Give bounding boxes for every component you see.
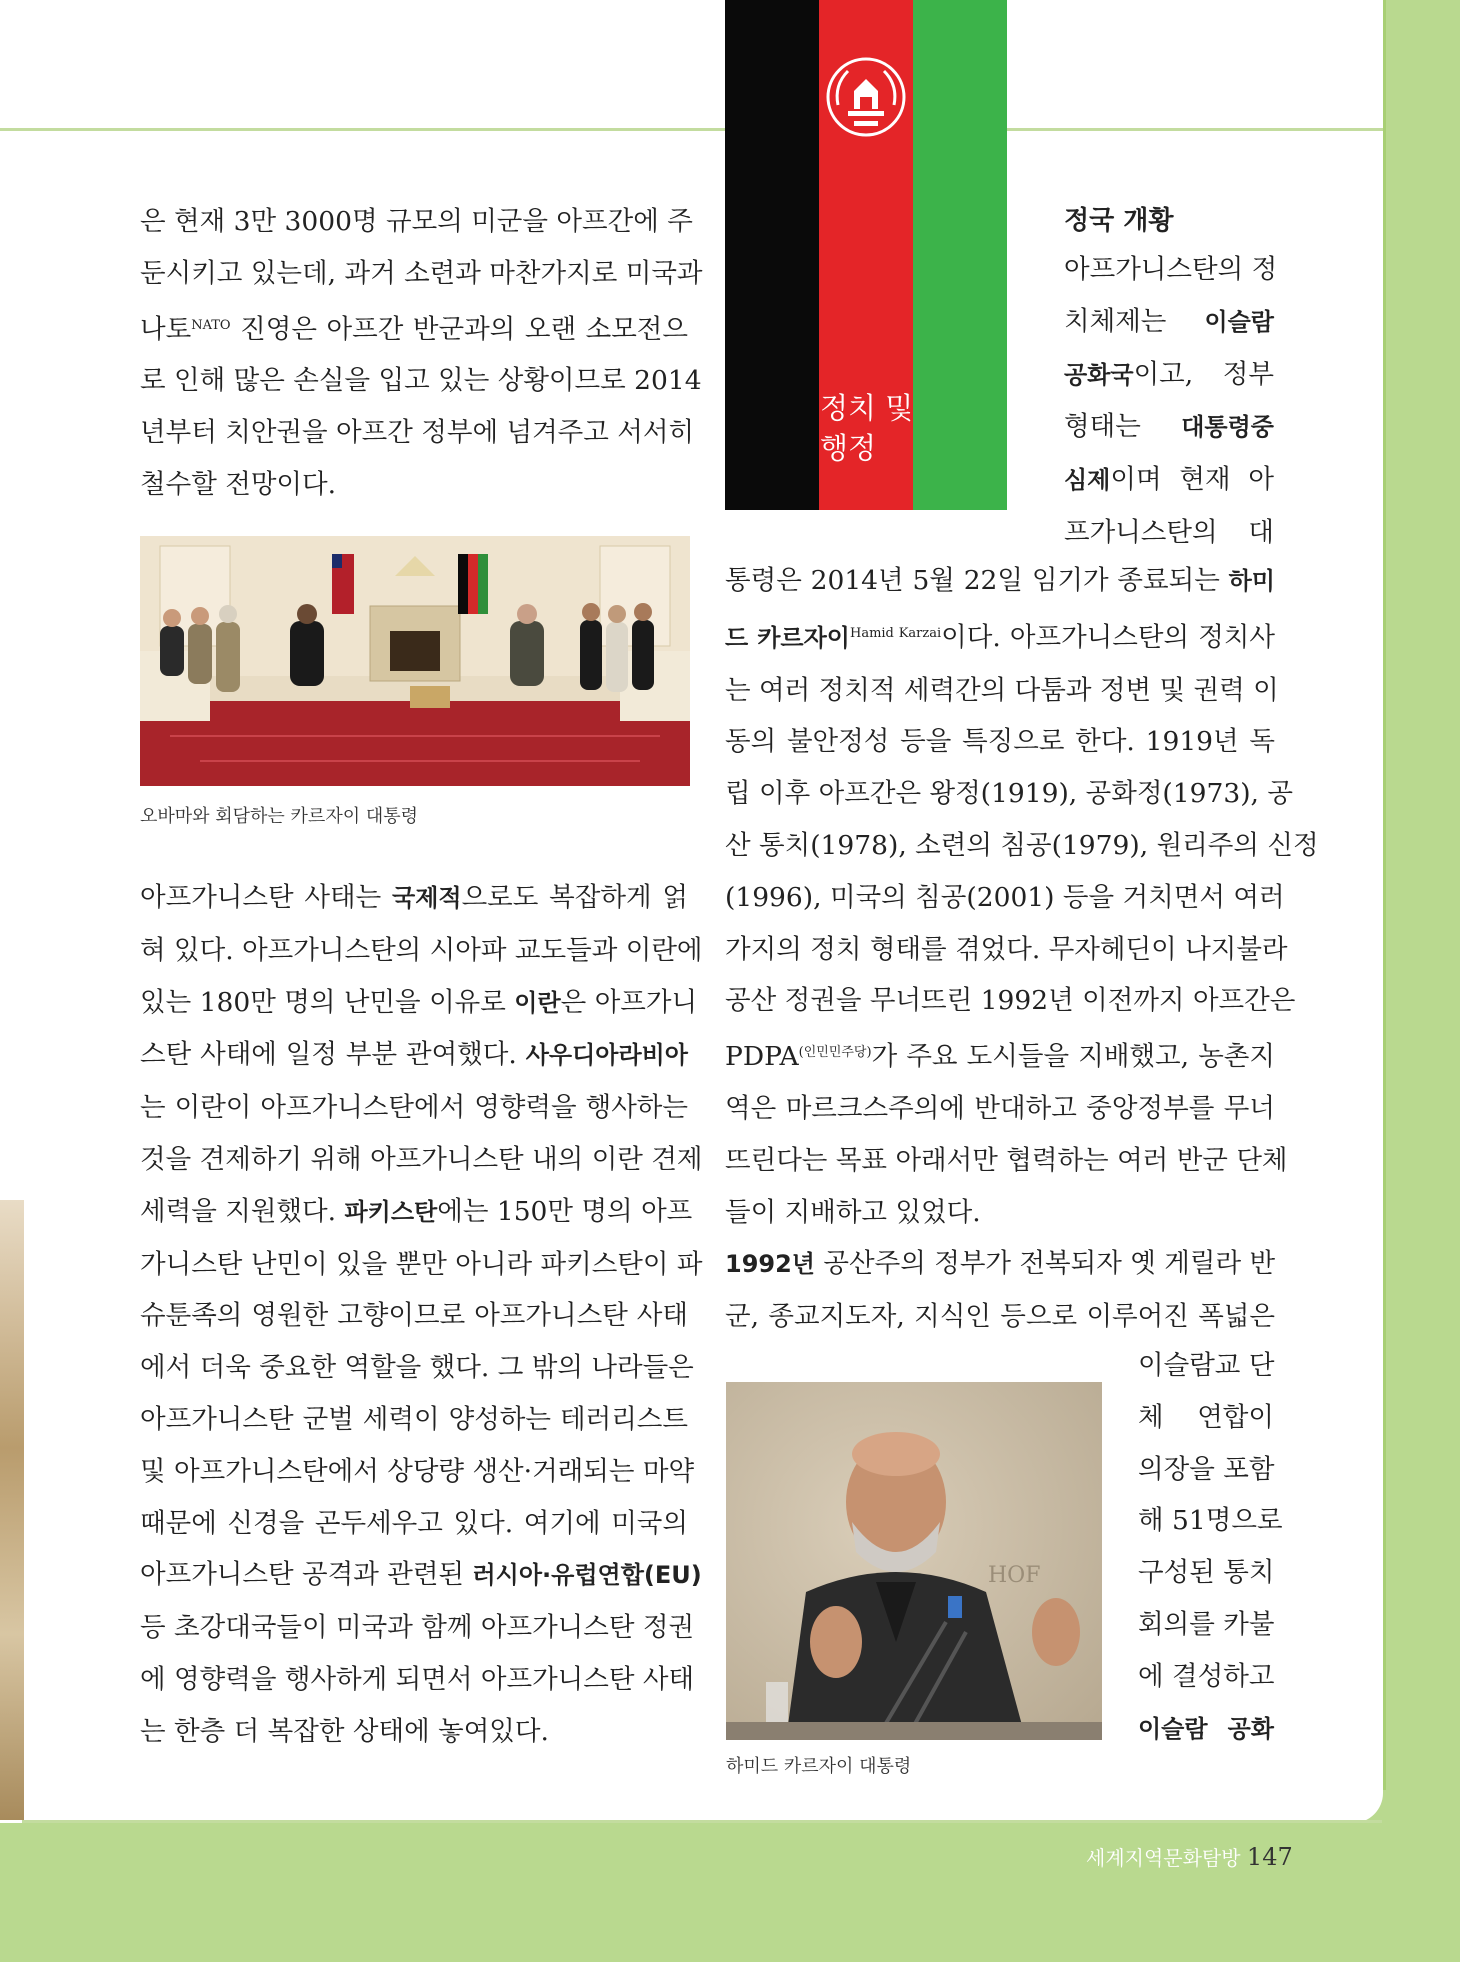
text-line: 해 51명으로 xyxy=(1138,1505,1283,1537)
text-run: 가 주요 도시들을 지배했고, 농촌지 xyxy=(871,1041,1275,1073)
text-line: 립 이후 아프간은 왕정(1919), 공화정(1973), 공 xyxy=(725,778,1293,810)
text-line: 년부터 치안권을 아프간 정부에 넘겨주고 서서히 xyxy=(140,417,695,449)
text-line xyxy=(725,608,1275,665)
karzai-photo xyxy=(726,1382,1102,1740)
text-run: 스탄 사태에 일정 부분 관여했다. xyxy=(140,1039,526,1071)
text-run: 으로도 복잡하게 얽 xyxy=(461,882,688,913)
text-line: 가니스탄 난민이 있을 뿐만 아니라 파키스탄이 파 xyxy=(140,1248,703,1280)
text-line xyxy=(1138,1703,1274,1756)
text-run: 이다. 아프가니스탄의 정치사 xyxy=(941,621,1275,653)
text-run: 세력을 지원했다. xyxy=(140,1195,345,1227)
right-wide-column xyxy=(725,555,1319,1343)
flag-stripe-black xyxy=(725,0,819,510)
page-footer xyxy=(1086,1842,1293,1871)
karzai-photo-caption: 하미드 카르자이 대통령 xyxy=(726,1756,912,1777)
text-run: 이며 현재 아 xyxy=(1110,464,1274,496)
text-line: 및 아프가니스탄에서 상당량 생산·거래되는 마약 xyxy=(140,1455,695,1487)
bold-term: 이란 xyxy=(514,988,561,1017)
text-line: (1996), 미국의 침공(2001) 등을 거치면서 여러 xyxy=(725,881,1285,913)
bold-term: 대통령중 xyxy=(1181,413,1274,442)
text-run: 은 아프가니 xyxy=(560,986,698,1018)
bold-term: 드 카르자이 xyxy=(725,623,850,652)
text-line: 구성된 통치 xyxy=(1138,1557,1275,1589)
text-line xyxy=(725,1238,1275,1291)
bold-term: 이슬람 xyxy=(1204,307,1274,336)
text-line xyxy=(140,872,688,925)
text-line xyxy=(725,1027,1275,1083)
text-line: 슈툰족의 영원한 고향이므로 아프가니스탄 사태 xyxy=(140,1300,688,1332)
text-line: 철수할 전망이다. xyxy=(140,468,337,500)
section-heading: 정국 개황 xyxy=(1064,206,1174,236)
text-line xyxy=(725,555,1275,608)
text-line: 프가니스탄의 대 xyxy=(1064,516,1274,548)
text-line: 체 연합이 xyxy=(1138,1401,1274,1433)
text-run: 치체제는 xyxy=(1064,305,1205,337)
left-column-bottom xyxy=(140,872,703,1758)
text-line xyxy=(140,1029,688,1082)
section-label-line: 행정 xyxy=(820,431,877,465)
text-line: 아프가니스탄의 정 xyxy=(1064,254,1278,285)
section-label-line: 정치 및 xyxy=(820,391,914,425)
meeting-photo-caption: 오바마와 회담하는 카르자이 대통령 xyxy=(140,806,418,827)
left-column-top xyxy=(140,196,703,511)
superscript: NATO xyxy=(191,317,231,333)
text-line: 둔시키고 있는데, 과거 소련과 마찬가지로 미국과 xyxy=(140,257,703,289)
text-line xyxy=(1064,401,1274,454)
text-line: 에 결성하고 xyxy=(1138,1660,1275,1692)
text-run: 통령은 2014년 5월 22일 임기가 종료되는 xyxy=(725,565,1229,596)
text-line: 로 인해 많은 손실을 입고 있는 상황이므로 2014 xyxy=(140,365,702,397)
bold-term: 공화국 xyxy=(1064,360,1134,389)
text-line: 뜨린다는 목표 아래서만 협력하는 여러 반군 단체 xyxy=(725,1144,1288,1176)
text-line: 회의를 카불 xyxy=(1138,1608,1275,1640)
text-line: 에 영향력을 행사하게 되면서 아프가니스탄 사태 xyxy=(140,1663,695,1695)
text-run: 공산주의 정부가 전복되자 옛 게릴라 반 xyxy=(814,1248,1276,1280)
text-line: 의장을 포함 xyxy=(1138,1453,1275,1485)
bold-term: 1992년 xyxy=(725,1250,815,1279)
bold-term: 심제 xyxy=(1064,466,1111,495)
bold-term: 사우디아라비아 xyxy=(525,1041,688,1070)
text-line xyxy=(140,1549,702,1602)
text-run: 아프가니스탄 사태는 xyxy=(140,882,393,913)
text-line: 이슬람교 단 xyxy=(1138,1350,1275,1381)
meeting-photo xyxy=(140,536,690,786)
text-line: 등 초강대국들이 미국과 함께 아프가니스탄 정권 xyxy=(140,1612,695,1644)
bold-term: 이슬람 공화 xyxy=(1138,1714,1274,1743)
text-line xyxy=(140,1186,693,1239)
text-run: 나토 xyxy=(140,313,192,345)
text-line: 군, 종교지도자, 지식인 등으로 이루어진 폭넓은 xyxy=(725,1301,1275,1333)
page-number: 147 xyxy=(1246,1843,1293,1871)
text-run: 아프가니스탄 공격과 관련된 xyxy=(140,1559,473,1591)
text-line xyxy=(140,977,698,1030)
text-run: 에는 150만 명의 아프 xyxy=(437,1195,693,1227)
right-narrow-column-bottom xyxy=(1138,1340,1283,1755)
right-narrow-column-top xyxy=(1064,244,1278,559)
publication-title: 세계지역문화탐방 xyxy=(1086,1846,1241,1870)
text-line: 가지의 정치 형태를 겪었다. 무자헤딘이 나지불라 xyxy=(725,933,1288,965)
text-line: 는 이란이 아프가니스탄에서 영향력을 행사하는 xyxy=(140,1092,688,1124)
bold-term: 국제적 xyxy=(392,884,462,912)
text-run: PDPA xyxy=(725,1041,799,1073)
text-line: 때문에 신경을 곤두세우고 있다. 여기에 미국의 xyxy=(140,1507,688,1539)
text-line: 은 현재 3만 3000명 규모의 미군을 아프간에 주 xyxy=(140,206,693,237)
text-line: 것을 견제하기 위해 아프가니스탄 내의 이란 견제 xyxy=(140,1143,703,1175)
text-run: 이고, 정부 xyxy=(1133,358,1274,390)
superscript: (인민민주당) xyxy=(798,1045,872,1061)
text-run: 진영은 아프간 반군과의 오랜 소모전으 xyxy=(230,313,688,345)
text-line xyxy=(1064,349,1274,402)
bold-term: 러시아·유럽연합(EU) xyxy=(472,1561,702,1590)
text-line: 산 통치(1978), 소련의 침공(1979), 원리주의 신정 xyxy=(725,829,1319,861)
text-line xyxy=(1064,296,1274,349)
bold-term: 파키스탄 xyxy=(344,1197,438,1226)
svg-text:HOF: HOF xyxy=(988,1563,1041,1588)
text-line: 에서 더욱 중요한 역할을 했다. 그 밖의 나라들은 xyxy=(140,1352,694,1384)
text-run: 형태는 xyxy=(1064,411,1182,443)
page-edge xyxy=(1372,0,1386,1790)
text-line xyxy=(1064,454,1274,507)
text-line: 역은 마르크스주의에 반대하고 중앙정부를 무너 xyxy=(725,1092,1275,1124)
text-line: 동의 불안정성 등을 특징으로 한다. 1919년 독 xyxy=(725,726,1275,758)
footer-rule xyxy=(22,1820,1382,1823)
afghanistan-emblem-icon xyxy=(824,55,908,139)
text-line: 들이 지배하고 있었다. xyxy=(725,1196,981,1228)
text-line: 혀 있다. 아프가니스탄의 시아파 교도들과 이란에 xyxy=(140,934,703,966)
text-line xyxy=(140,300,688,356)
bold-term: 하미 xyxy=(1228,567,1275,595)
text-line: 공산 정권을 무너뜨린 1992년 이전까지 아프간은 xyxy=(725,985,1296,1017)
header-rule xyxy=(0,128,1383,131)
superscript: Hamid Karzai xyxy=(849,625,942,641)
text-line: 는 한층 더 복잡한 상태에 놓여있다. xyxy=(140,1715,549,1747)
text-line: 는 여러 정치적 세력간의 다툼과 정변 및 권력 이 xyxy=(725,674,1279,706)
background-photo-bleed xyxy=(0,1200,24,1820)
text-run: 있는 180만 명의 난민을 이유로 xyxy=(140,986,515,1018)
text-line: 아프가니스탄 군벌 세력이 양성하는 테러리스트 xyxy=(140,1403,688,1435)
section-label xyxy=(820,388,930,468)
